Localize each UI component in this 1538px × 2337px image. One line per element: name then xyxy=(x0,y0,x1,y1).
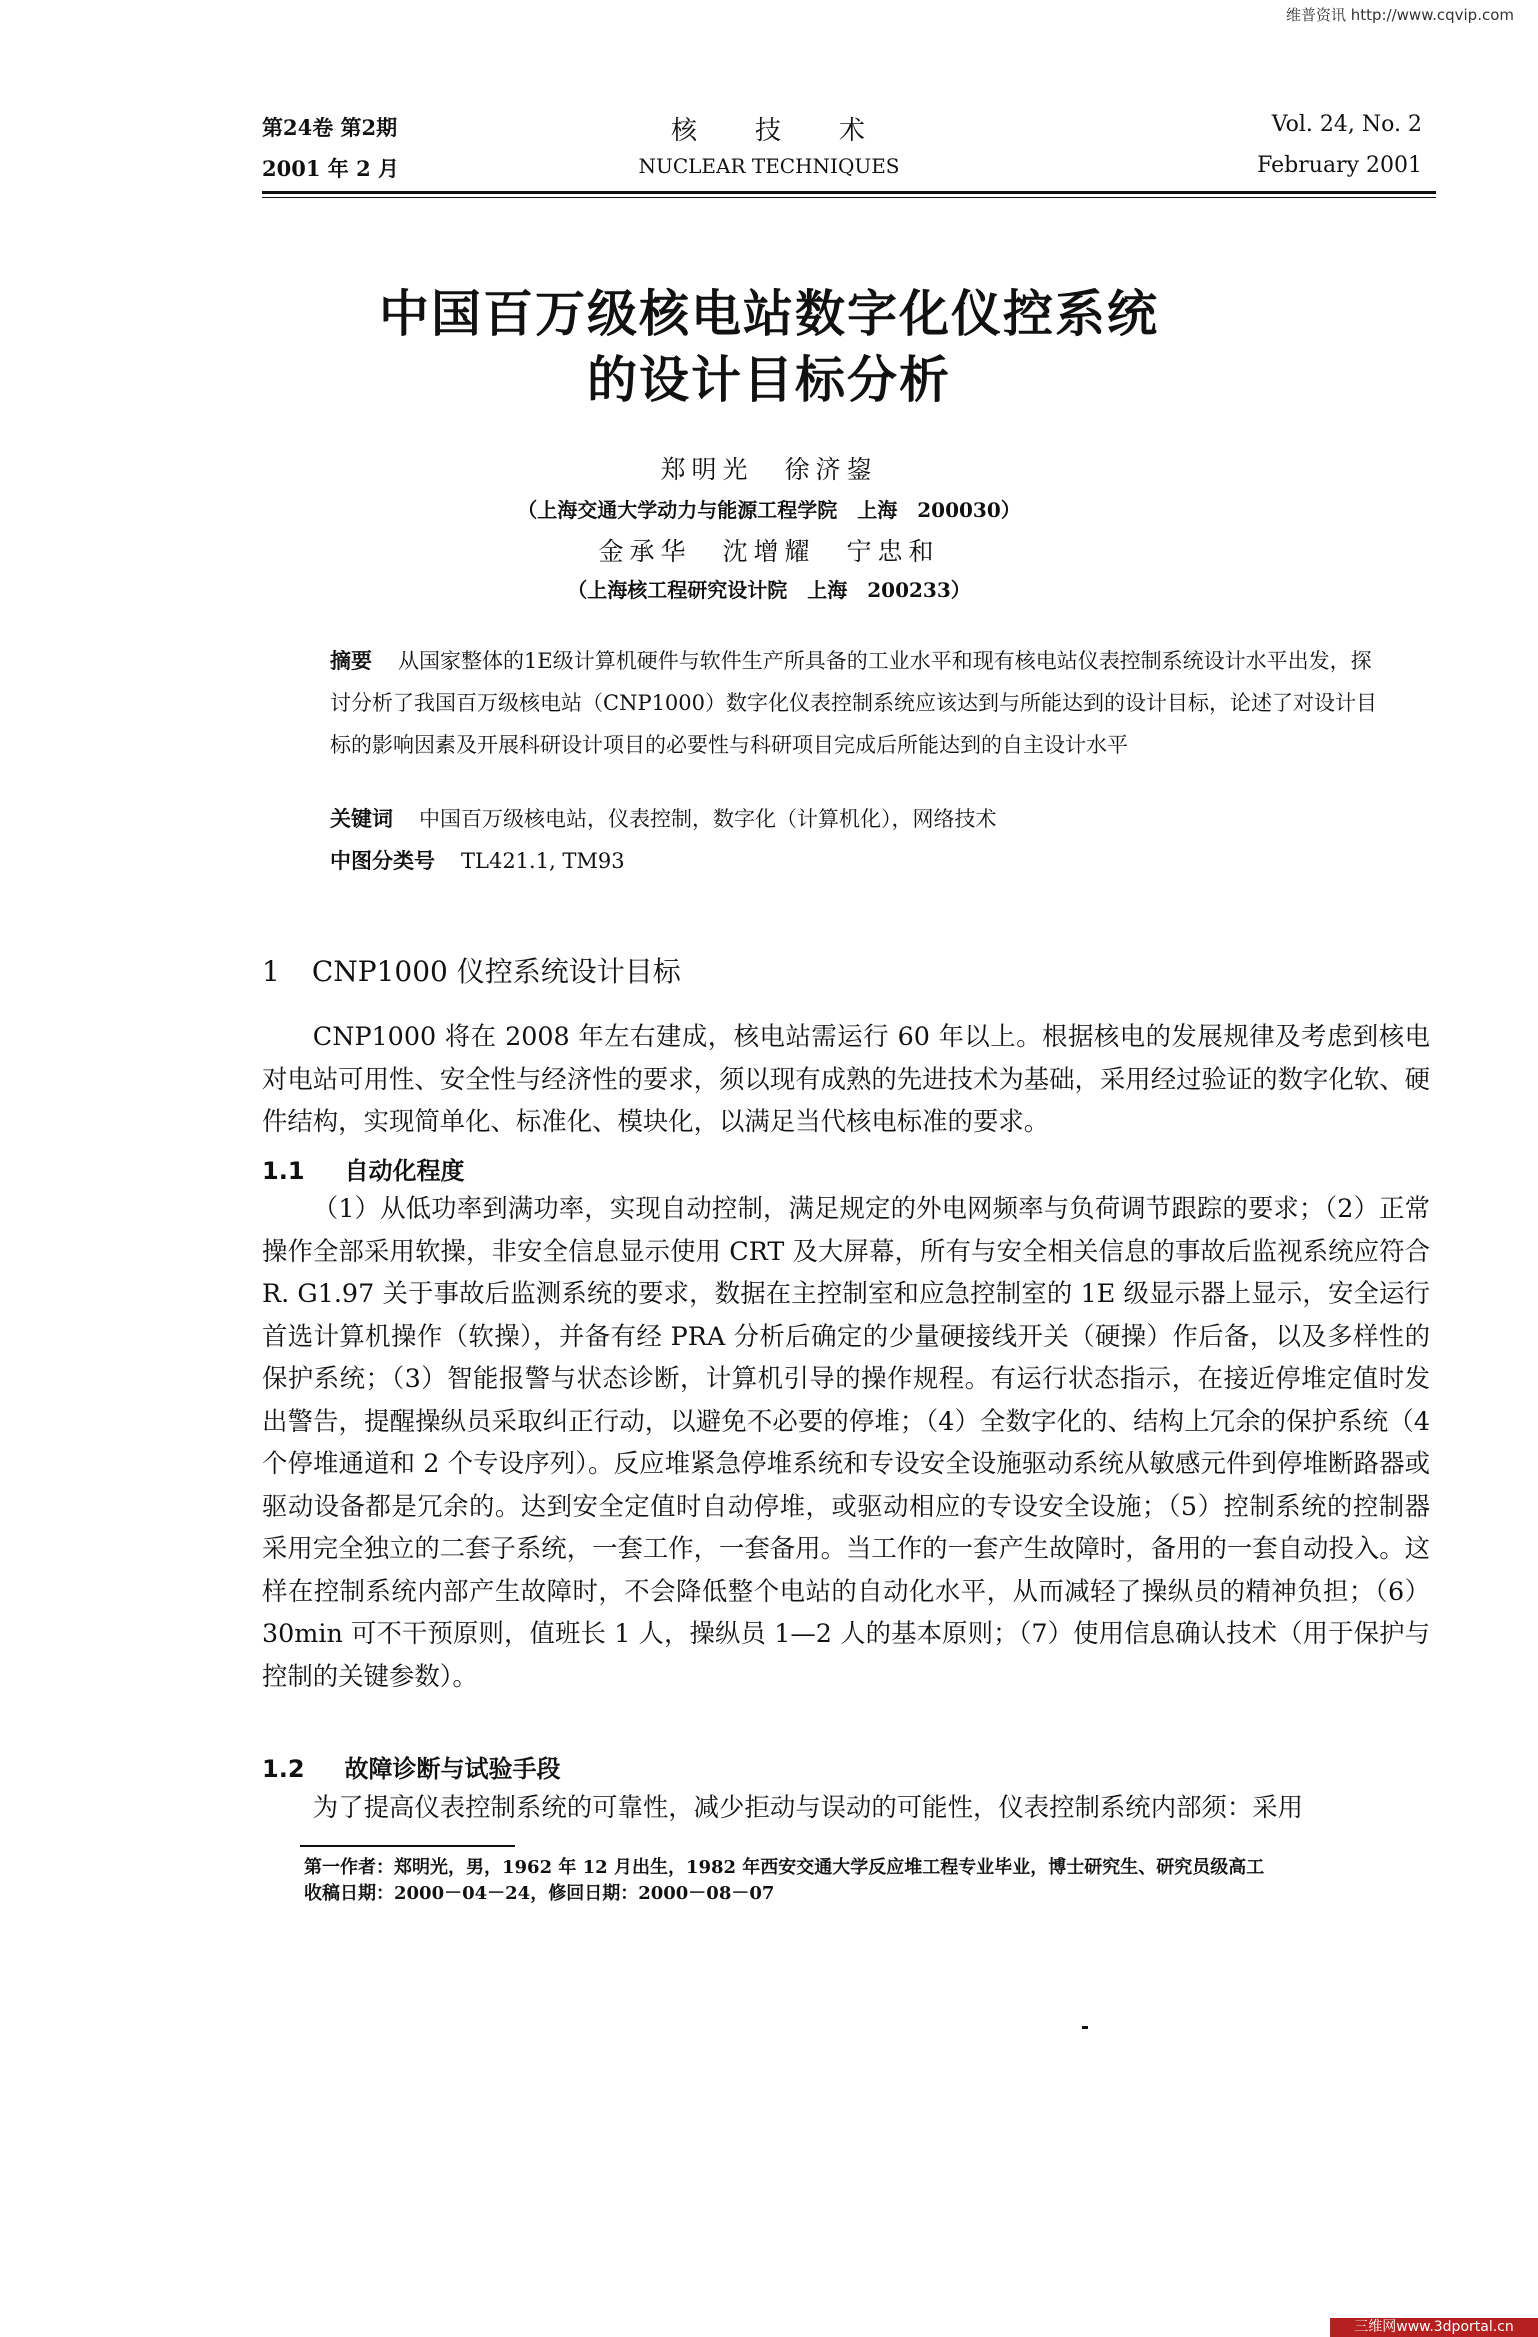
keywords-label: 关键词 xyxy=(330,806,393,831)
keywords xyxy=(330,803,1390,833)
header-rule xyxy=(262,191,1436,194)
subsection-1-2-heading xyxy=(262,1749,561,1784)
article-title-line1: 中国百万级核电站数字化仪控系统 xyxy=(379,285,1159,343)
subsection-1-1-title: 自动化程度 xyxy=(344,1157,465,1185)
header-rule-thin xyxy=(262,197,1436,198)
article-title-line2: 的设计目标分析 xyxy=(587,351,951,409)
volume-issue-cn: 第24卷 第2期 xyxy=(262,115,398,140)
classification xyxy=(330,845,1390,875)
journal-title-en: NUCLEAR TECHNIQUES xyxy=(638,154,900,178)
subsection-1-1-paragraph: （1）从低功率到满功率，实现自动控制，满足规定的外电网频率与负荷调节跟踪的要求；（2）正常操作全部采用软操，非安全信息显示使用 CRT 及大屏幕，所有与安全相关信息的事故后监视系统应符合 R. G1.97 关于事故后监测系统的要求，数据在主控制室和应急控制室的 1E 级显示器上显示，安全运行首选计算机操作（软操），并备有经 PRA 分析后确定的少量硬接线开关（硬操）作后备，以及多样性的保护系统；（3）智能报警与状态诊断，计算机引导的操作规程。有运行状态指示，在接近停堆定值时发出警告，提醒操纵员采取纠正行动，以避免不必要的停堆；（4）全数字化的、结构上冗余的保护系统（4 个停堆通道和 2 个专设序列）。反应堆紧急停堆系统和专设安全设施驱动系统从敏感元件到停堆断路器或驱动设备都是冗余的。达到安全定值时自动停堆，或驱动相应的专设安全设施；（5）控制系统的控制器采用完全独立的二套子系统，一套工作，一套备用。当工作的一套产生故障时，备用的一套自动投入。这样在控制系统内部产生故障时，不会降低整个电站的自动化水平，从而减轻了操纵员的精神负担；（6）30min 可不干预原则，值班长 1 人，操纵员 1—2 人的基本原则；（7）使用信息确认技术（用于保护与控制的关键参数）。 xyxy=(262,1193,1430,1691)
stray-mark xyxy=(1082,2026,1088,2029)
subsection-1-1-number: 1.1 xyxy=(262,1157,305,1185)
footnote-author: 第一作者：郑明光，男，1962 年 12 月出生，1982 年西安交通大学反应堆工程专业毕业，博士研究生、研究员级高工 xyxy=(304,1857,1265,1878)
classification-text: TL421.1, TM93 xyxy=(461,849,625,873)
section-1-number: 1 xyxy=(262,955,280,988)
abstract-text: 从国家整体的1E级计算机硬件与软件生产所具备的工业水平和现有核电站仪表控制系统设计水平出发，探讨分析了我国百万级核电站（CNP1000）数字化仪表控制系统应该达到与所能达到的设计目标，论述了对设计目标的影响因素及开展科研设计项目的必要性与科研项目完成后所能达到的自主设计水平 xyxy=(330,649,1378,757)
classification-label: 中图分类号 xyxy=(330,848,435,873)
affiliation-1: （上海交通大学动力与能源工程学院 上海 200030） xyxy=(517,498,1021,522)
subsection-1-1-heading xyxy=(262,1151,465,1186)
footnote-rule xyxy=(300,1845,515,1847)
bottom-watermark: 三维网www.3dportal.cn xyxy=(1330,2318,1538,2337)
abstract xyxy=(330,640,1390,766)
section-1-heading xyxy=(262,950,681,990)
footnote-dates: 收稿日期：2000－04－24，修回日期：2000－08－07 xyxy=(304,1883,775,1904)
affiliation-2: （上海核工程研究设计院 上海 200233） xyxy=(567,578,971,602)
section-1-title: CNP1000 仪控系统设计目标 xyxy=(311,955,681,988)
subsection-1-2-title: 故障诊断与试验手段 xyxy=(344,1755,561,1783)
subsection-1-2-paragraph: 为了提高仪表控制系统的可靠性，减少拒动与误动的可能性，仪表控制系统内部须：采用 xyxy=(312,1792,1304,1822)
subsection-1-2-number: 1.2 xyxy=(262,1755,305,1783)
section-1-paragraph: CNP1000 将在 2008 年左右建成，核电站需运行 60 年以上。根据核电的发展规律及考虑到核电对电站可用性、安全性与经济性的要求，须以现有成熟的先进技术为基础，采用经过验证的数字化软、硬件结构，实现简单化、标准化、模块化，以满足当代核电标准的要求。 xyxy=(262,1021,1430,1136)
source-watermark: 维普资讯 http://www.cqvip.com xyxy=(1285,6,1514,24)
author-group-2: 金承华 沈增耀 宁忠和 xyxy=(598,537,940,566)
journal-title-cn: 核 技 术 xyxy=(670,116,867,146)
volume-issue-en: Vol. 24, No. 2 xyxy=(1271,112,1422,137)
keywords-text: 中国百万级核电站，仪表控制，数字化（计算机化），网络技术 xyxy=(419,807,997,831)
date-en: February 2001 xyxy=(1257,153,1422,178)
author-group-1: 郑明光 徐济鋆 xyxy=(660,455,878,484)
abstract-label: 摘要 xyxy=(330,648,372,673)
date-cn: 2001 年 2 月 xyxy=(262,156,399,181)
